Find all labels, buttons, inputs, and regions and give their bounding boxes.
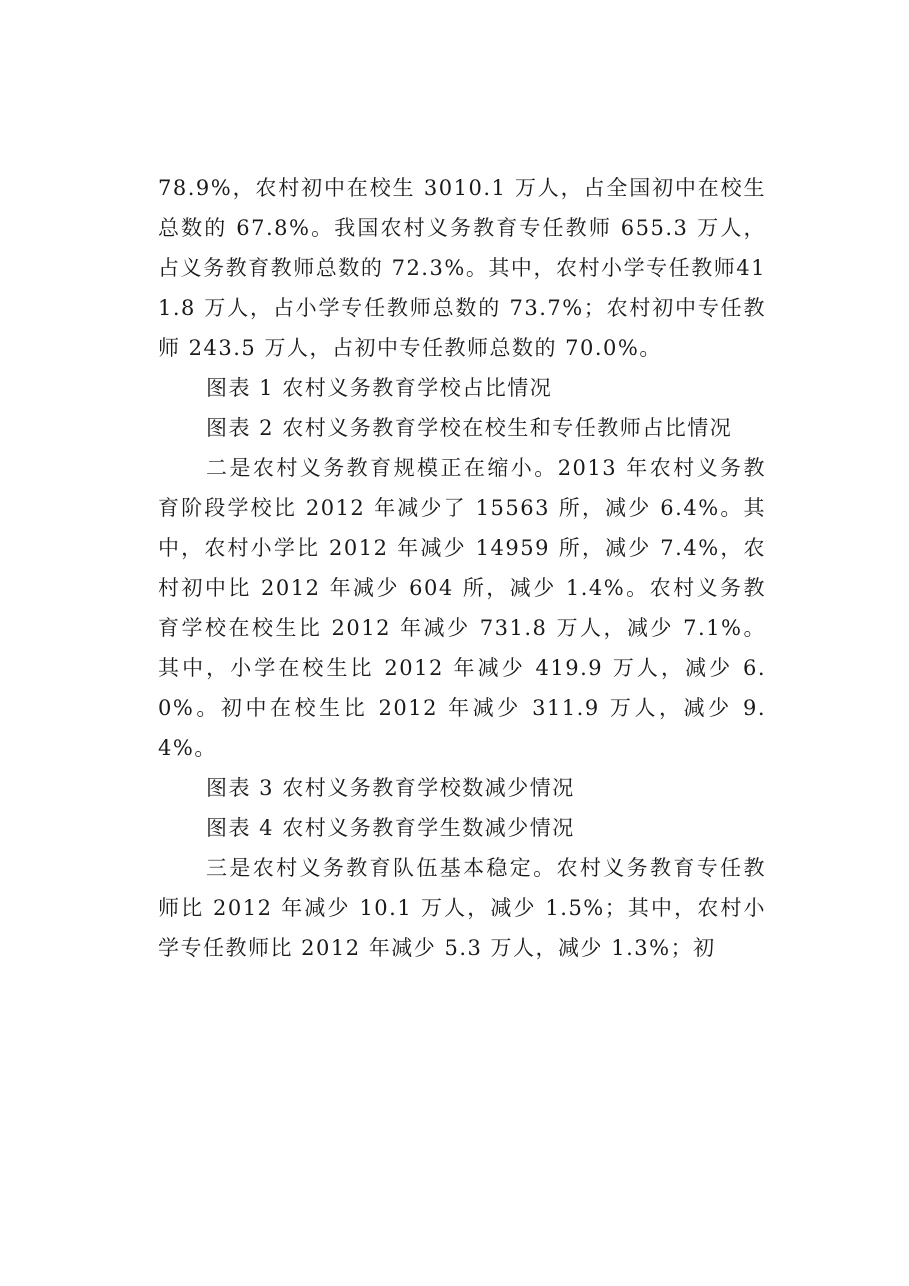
figure-caption: 图表 1 农村义务教育学校占比情况 (206, 376, 553, 400)
body-paragraph: 三是农村义务教育队伍基本稳定。农村义务教育专任教师比 2012 年减少 10.1 万人，减少 1.5%；其中，农村小学专任教师比 2012 年减少 5.3 万人，减少 1.3%；初 (158, 856, 766, 960)
figure-caption: 图表 2 农村义务教育学校在校生和专任教师占比情况 (206, 416, 733, 440)
body-paragraph: 二是农村义务教育规模正在缩小。2013 年农村义务教育阶段学校比 2012 年减少了 15563 所，减少 6.4%。其中，农村小学比 2012 年减少 14959 所，减少 7.4%，农村初中比 2012 年减少 604 所，减少 1.4%。农村义务教育学校在校生比 2012 年减少 731.8 万人，减少 7.1%。其中，小学在校生比 2012 年减少 419.9 万人，减少 6.0%。初中在校生比 2012 年减少 311.9 万人，减少 9.4%。 (158, 456, 766, 760)
figure-caption: 图表 4 农村义务教育学生数减少情况 (206, 816, 575, 840)
document-body (158, 168, 766, 968)
figure-caption: 图表 3 农村义务教育学校数减少情况 (206, 776, 575, 800)
body-paragraph: 78.9%，农村初中在校生 3010.1 万人，占全国初中在校生总数的 67.8%。我国农村义务教育专任教师 655.3 万人，占义务教育教师总数的 72.3%。其中，农村小学专任教师411.8 万人，占小学专任教师总数的 73.7%；农村初中专任教师 243.5 万人，占初中专任教师总数的 70.0%。 (158, 176, 766, 360)
